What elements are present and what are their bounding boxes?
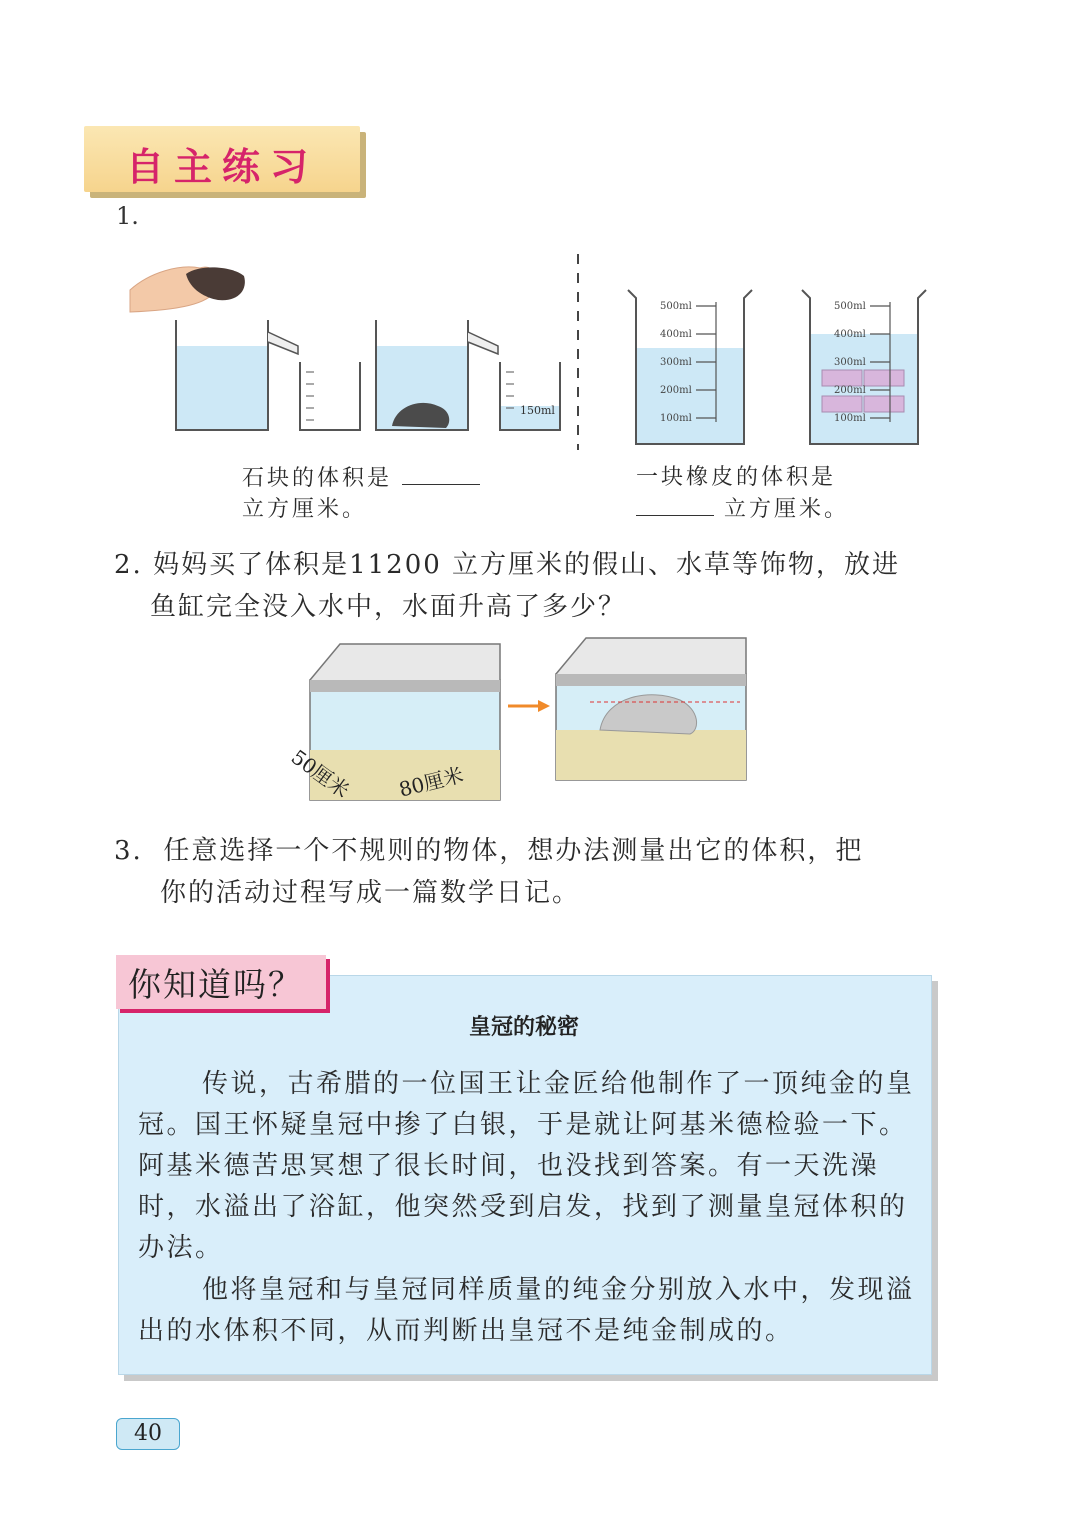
arrow-icon bbox=[508, 700, 550, 712]
beaker-mark: 500ml bbox=[834, 301, 866, 312]
info-tab-label: 你知道吗？ bbox=[128, 965, 303, 1004]
beaker-mark: 300ml bbox=[660, 357, 692, 368]
beaker-mark: 200ml bbox=[834, 385, 866, 396]
beaker-mark: 500ml bbox=[660, 301, 692, 312]
answer-blank bbox=[402, 462, 480, 485]
q2-text: 2. 妈妈买了体积是11200 立方厘米的假山、水草等饰物，放进 鱼缸完全没入水中，水面升高了多少？ bbox=[114, 550, 901, 622]
info-title: 皇冠的秘密 bbox=[468, 1015, 579, 1040]
answer-blank bbox=[636, 493, 714, 516]
cup-label: 150ml bbox=[520, 404, 555, 417]
graduated-beaker-b bbox=[802, 290, 926, 444]
q2-illustration bbox=[270, 630, 770, 815]
hand-illustration bbox=[130, 267, 245, 312]
info-tab bbox=[116, 955, 326, 1009]
beaker-mark: 100ml bbox=[660, 413, 692, 424]
info-paragraph-1: 传说，古希腊的一位国王让金匠给他制作了一顶纯金的皇冠。国王怀疑皇冠中掺了白银，于是就让阿基米德检验一下。阿基米德苦思冥想了很长时间，也没找到答案。有一天洗澡时，水溢出了浴缸，他突然受到启发，找到了测量皇冠体积的办法。 bbox=[138, 1069, 915, 1263]
beaker-mark: 400ml bbox=[660, 329, 692, 340]
overflow-beaker-2 bbox=[376, 320, 498, 430]
q1-illustration bbox=[120, 250, 940, 450]
graduated-beaker-a bbox=[628, 290, 752, 444]
tank-length-label: 80厘米 bbox=[396, 762, 466, 802]
small-cup-1 bbox=[300, 362, 360, 430]
overflow-beaker-1 bbox=[176, 320, 298, 430]
tank-width-label: 50厘米 bbox=[286, 744, 354, 803]
beaker-mark: 200ml bbox=[660, 385, 692, 396]
info-paragraph-2: 他将皇冠和与皇冠同样质量的纯金分别放入水中，发现溢出的水体积不同，从而判断出皇冠不是纯金制成的。 bbox=[138, 1275, 915, 1346]
q1-left-caption: 石块的体积是 立方厘米。 bbox=[242, 462, 542, 525]
fish-tank-decorated bbox=[556, 638, 746, 780]
q1-right-caption: 一块橡皮的体积是 立方厘米。 bbox=[636, 465, 850, 522]
q3-text: 3. 任意选择一个不规则的物体，想办法测量出它的体积，把 你的活动过程写成一篇数学日记。 bbox=[114, 836, 864, 908]
small-cup-2 bbox=[500, 362, 560, 430]
beaker-mark: 100ml bbox=[834, 413, 866, 424]
q1-number: 1. bbox=[116, 202, 139, 230]
section-banner bbox=[84, 126, 360, 192]
page-number: 40 bbox=[116, 1418, 180, 1450]
beaker-mark: 400ml bbox=[834, 329, 866, 340]
section-title: 自主练习 bbox=[125, 145, 318, 189]
beaker-mark: 300ml bbox=[834, 357, 866, 368]
